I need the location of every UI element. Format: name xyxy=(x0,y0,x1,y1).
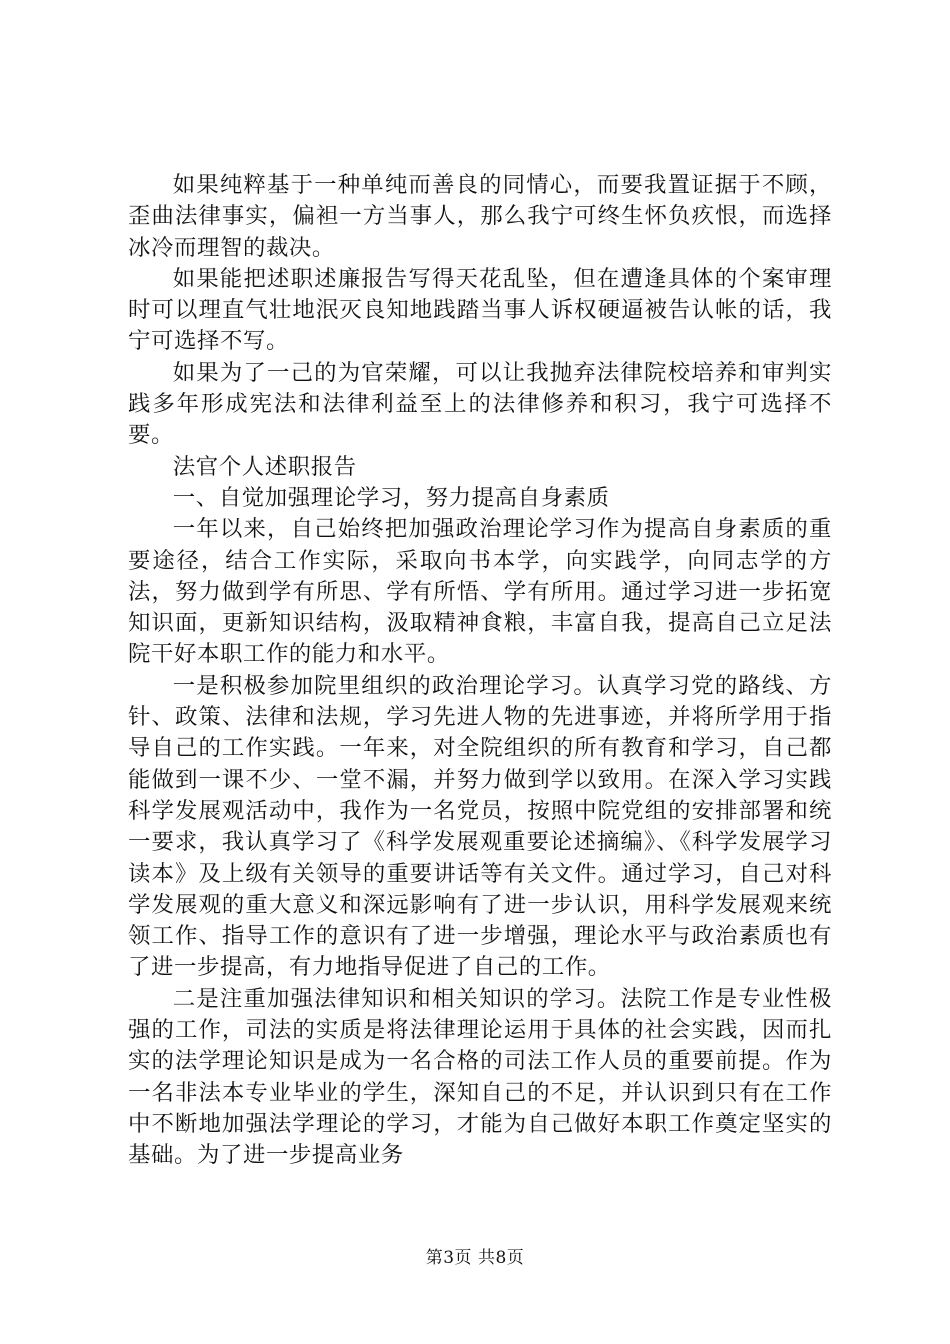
document-body xyxy=(128,170,832,1172)
paragraph-5: 一是积极参加院里组织的政治理论学习。认真学习党的路线、方针、政策、法律和法规，学习先进人物的先进事迹，并将所学用于指导自己的工作实践。一年来，对全院组织的所有教育和学习，自己都能做到一课不少、一堂不漏，并努力做到学以致用。在深入学习实践科学发展观活动中，我作为一名党员，按照中院党组的安排部署和统一要求，我认真学习了《科学发展观重要论述摘编》、《科学发展学习读本》及上级有关领导的重要讲话等有关文件。通过学习，自己对科学发展观的重大意义和深远影响有了进一步认识，用科学发展观来统领工作、指导工作的意识有了进一步增强，理论水平与政治素质也有了进一步提高，有力地指导促进了自己的工作。 xyxy=(128,672,832,981)
section-heading-1: 一、自觉加强理论学习，努力提高自身素质 xyxy=(172,484,610,511)
paragraph-6: 二是注重加强法律知识和相关知识的学习。法院工作是专业性极强的工作，司法的实质是将法律理论运用于具体的社会实践，因而扎实的法学理论知识是成为一名合格的司法工作人员的重要前提。作为一名非法本专业毕业的学生，深知自己的不足，并认识到只有在工作中不断地加强法学理论的学习，才能为自己做好本职工作奠定坚实的基础。为了进一步提高业务 xyxy=(128,985,832,1169)
page-footer: 第3页 共8页 xyxy=(425,1248,525,1268)
paragraph-2: 如果能把述职述廉报告写得天花乱坠，但在遭逢具体的个案审理时可以理直气壮地泯灭良知地践踏当事人诉权硬逼被告认帐的话，我宁可选择不写。 xyxy=(128,265,832,355)
paragraph-4: 一年以来，自己始终把加强政治理论学习作为提高自身素质的重要途径，结合工作实际，采取向书本学，向实践学，向同志学的方法，努力做到学有所思、学有所悟、学有所用。通过学习进一步拓宽知识面，更新知识结构，汲取精神食粮，丰富自我，提高自己立足法院干好本职工作的能力和水平。 xyxy=(128,516,832,668)
paragraph-1: 如果纯粹基于一种单纯而善良的同情心，而要我置证据于不顾，歪曲法律事实，偏袒一方当事人，那么我宁可终生怀负疚恨，而选择冰冷而理智的裁决。 xyxy=(128,172,832,261)
section-title: 法官个人述职报告 xyxy=(172,453,357,480)
paragraph-3: 如果为了一己的为官荣耀，可以让我抛弃法律院校培养和审判实践多年形成宪法和法律利益至上的法律修养和积习，我宁可选择不要。 xyxy=(128,359,832,449)
